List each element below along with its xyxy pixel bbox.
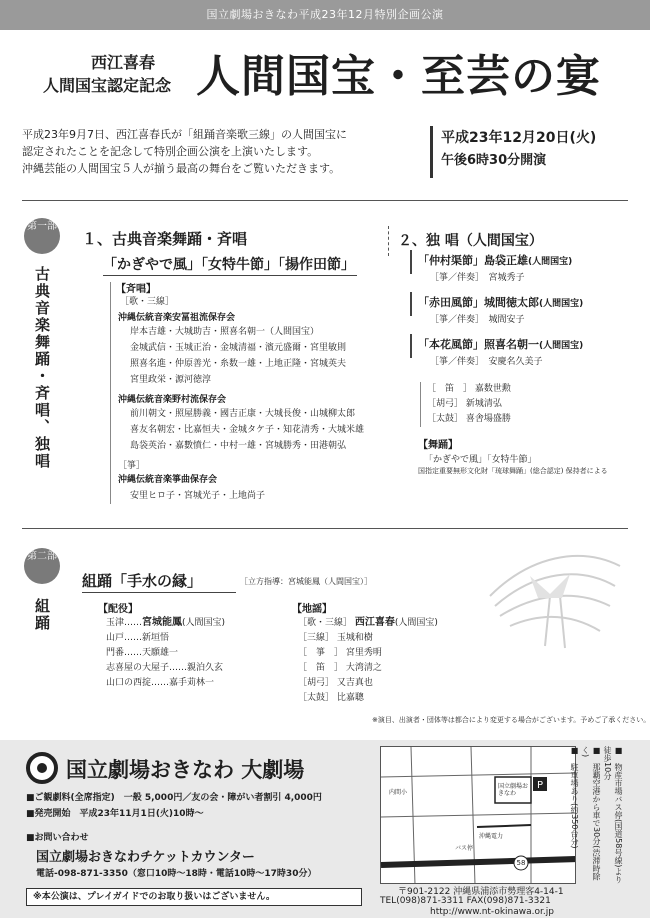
cast-actor: 親泊久玄 [187,663,224,673]
cast-row [106,676,225,691]
solo-accompaniment [430,270,525,283]
acc-name: 宮城秀子 [488,273,525,283]
dance-songs: 「かぎやで風」「女特牛節」 [424,455,537,465]
group2-members [130,406,364,454]
music-instrument: ［ 箏 ］ [298,648,344,658]
music-player: 又吉真也 [336,678,373,688]
acc-label: ［箏／伴奏］ [430,315,480,325]
access-map [380,746,576,884]
cast-row [106,631,225,646]
member-line: 金城武信・玉城正治・金城清福・濱元盛爾・宮里敏則 [130,343,347,353]
part1-vertical-title: 古典音楽舞踊・斉唱、独唱 [33,266,51,470]
seisho-label: 【斉唱】 [116,284,156,295]
inquiry-label: ■お問い合わせ [26,833,89,843]
map-graphic [381,747,576,884]
instrument-label: ［ 笛 ］ [427,384,473,394]
solo-accompaniment [430,312,525,325]
ticket-counter: 国立劇場おきなわチケットカウンター [36,850,255,865]
cast-role: 門番…… [106,648,143,658]
access-note: ■ 駐車場あり(約350台分) [570,746,579,849]
cast-label: 【配役】 [98,604,138,615]
cast-actor: 宮城能鳳 [142,617,183,628]
music-row [298,646,438,661]
instrument-player: 喜舎場盛勝 [465,414,511,424]
member-line: 岸本吉雄・大城助吉・照喜名朝一（人間国宝） [130,327,320,337]
music-instrument: ［三線］ [298,633,335,643]
cast-role: 山口の西掟…… [106,678,170,688]
top-banner: 国立劇場おきなわ平成23年12月特別企画公演 [0,0,650,30]
music-player: 西江喜春 [354,617,395,628]
divider [22,200,628,201]
solo-bar [410,250,412,274]
notice: ※演目、出演者・団体等は都合により変更する場合がございます。予めご了承ください。 [372,716,650,724]
dance-label: 【舞踊】 [418,440,458,451]
member-line: 島袋英治・嘉數憤仁・中村一雄・宮城勝秀・田港朝弘 [130,441,347,451]
divider [22,528,628,529]
date-line: 平成23年12月20日(火) [441,130,597,146]
access-note: ■ 物産市場バス停(国道58号線)より徒歩10分 [603,746,623,884]
instrument-label: ［胡弓］ [427,399,464,409]
acc-label: ［箏／伴奏］ [430,357,480,367]
ticket-price: ■ご観劇料(全席指定) 一般 5,000円／友の会・障がい者割引 4,000円 [26,793,322,803]
music-tag: (人間国宝) [394,618,438,628]
subtitle-line2: 人間国宝認定記念 [42,76,171,95]
time-line: 午後6時30分開演 [441,153,547,168]
group2-name: 沖縄伝統音楽野村流保存会 [118,395,227,405]
music-instrument: ［歌・三線］ [298,618,353,628]
instrument-label: ［太鼓］ [427,414,464,424]
venue-name: 国立劇場おきなわ 大劇場 [66,758,305,782]
music-label: 【地謡】 [292,604,332,615]
underline [82,592,236,593]
solo-tag: (人間国宝) [528,257,573,267]
songs-list: 「かぎやで風」「女特牛節」「揚作田節」 [103,257,355,273]
cast-role: 山戸…… [106,633,143,643]
group3-members: 安里ヒロ子・宮城光子・上地尚子 [130,491,266,501]
music-row [298,676,438,691]
group1-members [130,324,346,388]
music-player: 比嘉聰 [336,693,364,703]
section2-title: ２、独 唱（人間国宝） [398,233,543,249]
member-line: 照喜名進・仲原善光・糸数一雄・上地正隆・宮城英夫 [130,359,347,369]
sale-date: ■発売開始 平成23年11月1日(火)10時～ [26,809,204,819]
map-theatre-label: 国立劇場おきなわ [498,783,529,797]
solo-song-title: 「赤田風節」 [418,296,484,309]
map-label: 内間小 [389,789,408,796]
music-row [298,631,438,646]
dance-note: 国指定重要無形文化財「琉球舞踊」(総合認定) 保持者による [418,467,608,475]
tel-fax: TEL(098)871-3311 FAX(098)871-3321 [380,896,551,906]
cast-row [106,615,225,631]
music-instrument: ［ 笛 ］ [298,663,344,673]
cast-role: 志喜屋の大屋子…… [106,663,188,673]
cast-actor: 新垣悟 [142,633,170,643]
section1-title: １、古典音楽舞踊・斉唱 [82,230,248,248]
guide-note: ※本公演は、プレイガイドでのお取り扱いはございません。 [26,888,362,906]
underline [103,275,357,276]
koto-label: ［箏］ [118,461,146,471]
member-line: 宮里政栄・源河徳淳 [130,375,212,385]
instrument-row [427,382,511,397]
solo-singer: 照喜名朝一 [484,338,539,351]
cast-list [106,615,225,691]
instrument-row [427,397,511,412]
acc-label: ［箏／伴奏］ [430,273,480,283]
crane-emblem-icon [470,536,630,656]
website-link[interactable]: http://www.nt-okinawa.or.jp [430,907,554,917]
part2-title: 組踊「手水の縁」 [82,572,203,590]
instrument-row [427,412,511,427]
music-player: 大湾清之 [345,663,382,673]
solo-accompaniment [430,354,543,367]
music-row [298,615,438,631]
solo-bar [410,334,412,358]
dashed-divider [388,226,389,256]
music-player: 宮里秀明 [345,648,382,658]
member-line: 喜友名朝宏・比嘉恒夫・金城タケ子・知花清秀・大城米雄 [130,425,365,435]
intro-line: 認定されたことを記念して特別企画公演を上演いたします。 [22,145,319,158]
part2-badge: 第二部 [24,548,60,584]
cast-actor: 天願雄一 [142,648,179,658]
solo-song-title: 「仲村渠節」 [418,254,484,267]
music-row [298,661,438,676]
music-row [298,691,438,706]
solo-song [418,252,572,268]
solo-bar [410,292,412,316]
intro-line: 平成23年9月7日、西江喜春氏が「組踊音楽歌三線」の人間国宝に [22,128,347,141]
intro-line: 沖縄芸能の人間国宝５人が揃う最高の舞台をご覧いただきます。 [22,162,341,175]
cast-row [106,646,225,661]
svg-text:P: P [536,780,544,791]
intro-text [22,126,422,177]
solo-song [418,294,583,310]
acc-name: 城間安子 [488,315,525,325]
music-player: 玉城和樹 [336,633,373,643]
date-box [430,126,626,178]
route58-label: 58 [516,859,526,867]
map-label: バス停 [455,845,474,852]
solo-song-title: 「本花風節」 [418,338,484,351]
solo-song [418,336,583,352]
map-label: 沖縄電力 [479,833,504,840]
instrument-list [420,382,511,427]
instrument-player: 嘉数世勲 [474,384,511,394]
part1-badge: 第一部 [24,218,60,254]
group3-name: 沖縄伝統音楽箏曲保存会 [118,475,218,485]
music-list [298,615,438,706]
page-title: 人間国宝・至芸の宴 [196,51,601,102]
phone: 電話-098-871-3350（窓口10時～18時・電話10時～17時30分） [36,869,317,879]
solo-tag: (人間国宝) [539,341,584,351]
music-instrument: ［太鼓］ [298,693,335,703]
acc-name: 安慶名久美子 [488,357,543,367]
member-line: 前川朝文・照屋勝義・國吉正康・大城長俊・山城柳太郎 [130,409,356,419]
solo-tag: (人間国宝) [539,299,584,309]
seisho-sub: ［歌・三線］ [120,297,175,307]
access-notes [570,746,624,884]
cast-row [106,661,225,676]
venue-logo-icon [26,752,58,784]
logo-dot [37,763,47,773]
access-note: ■ 那覇空港から車で30分(渋滞時除く) [581,746,601,881]
address: 〒901-2122 沖縄県浦添市勢理客4-14-1 [398,887,564,897]
cast-tag: (人間国宝) [182,618,226,628]
group1-name: 沖縄伝統音楽安冨祖流保存会 [118,313,236,323]
director: ［立方指導：宮城能鳳（人間国宝）］ [240,577,372,586]
cast-actor: 嘉手苅林一 [169,678,215,688]
part2-vertical-title: 組踊 [33,598,51,632]
solo-singer: 島袋正雄 [484,254,528,267]
solo-singer: 城間徳太郎 [484,296,539,309]
subtitle-line1: 西江喜春 [90,53,155,72]
music-instrument: ［胡弓］ [298,678,335,688]
instrument-player: 新城清弘 [465,399,502,409]
cast-role: 玉津…… [106,618,143,628]
